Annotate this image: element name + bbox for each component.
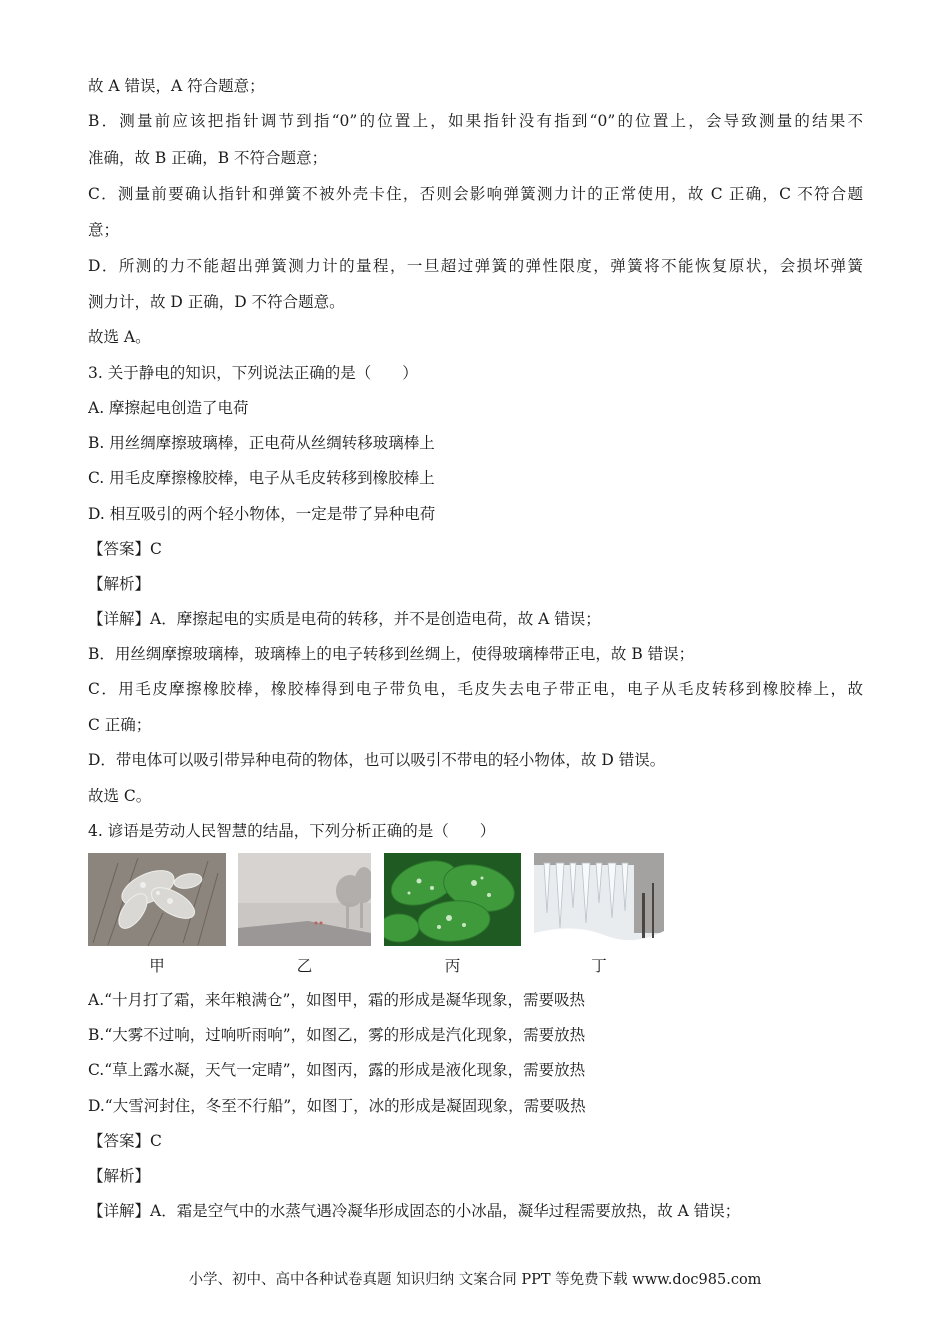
option-a: A. 摩擦起电创造了电荷 bbox=[88, 399, 249, 417]
analysis-label: 【解析】 bbox=[88, 1167, 151, 1185]
text-line: 测力计，故 D 正确，D 不符合题意。 bbox=[88, 293, 345, 311]
text-line: D．带电体可以吸引带异种电荷的物体，也可以吸引不带电的轻小物体，故 D 错误。 bbox=[88, 751, 666, 769]
option-a: A.“十月打了霜，来年粮满仓”，如图甲，霜的形成是凝华现象，需要吸热 bbox=[88, 991, 585, 1009]
text-line: 准确，故 B 正确，B 不符合题意； bbox=[88, 149, 328, 167]
fog-road-photo-icon bbox=[238, 853, 371, 946]
text-line: B．测量前应该把指针调节到指“0”的位置上，如果指针没有指到“0”的位置上，会导致测量的结果不 bbox=[88, 112, 863, 130]
text-line: 【详解】A．霜是空气中的水蒸气遇冷凝华形成固态的小冰晶，凝华过程需要放热，故 A 错误； bbox=[88, 1202, 741, 1220]
text-line: B．用丝绸摩擦玻璃棒，玻璃棒上的电子转移到丝绸上，使得玻璃棒带正电，故 B 错误； bbox=[88, 645, 695, 663]
text-line: D．所测的力不能超出弹簧测力计的量程，一旦超过弹簧的弹性限度，弹簧将不能恢复原状，会损坏弹簧 bbox=[88, 257, 863, 275]
frost-leaves-photo-icon bbox=[88, 853, 226, 946]
text-line: C 正确； bbox=[88, 716, 152, 734]
text-line: C．测量前要确认指针和弹簧不被外壳卡住，否则会影响弹簧测力计的正常使用，故 C 正确，C 不符合题 bbox=[88, 185, 863, 203]
figure-row bbox=[88, 853, 678, 977]
page-footer: 小学、初中、高中各种试卷真题 知识归纳 文案合同 PPT 等免费下载 www.doc985.com bbox=[188, 1272, 762, 1288]
figure-ding bbox=[534, 853, 664, 975]
option-d: D. 相互吸引的两个轻小物体，一定是带了异种电荷 bbox=[88, 505, 436, 523]
figure-caption: 乙 bbox=[296, 957, 313, 975]
dew-leaves-photo-icon bbox=[384, 853, 521, 946]
figure-jia bbox=[88, 853, 226, 975]
option-b: B.“大雾不过响，过响听雨响”，如图乙，雾的形成是汽化现象，需要放热 bbox=[88, 1026, 586, 1044]
icicles-photo-icon bbox=[534, 853, 664, 946]
option-d: D.“大雪河封住，冬至不行船”，如图丁，冰的形成是凝固现象，需要吸热 bbox=[88, 1097, 586, 1115]
answer-label: 【答案】C bbox=[88, 1132, 162, 1150]
text-line: 【详解】A．摩擦起电的实质是电荷的转移，并不是创造电荷，故 A 错误； bbox=[88, 610, 601, 628]
figure-caption: 甲 bbox=[149, 957, 165, 975]
option-b: B. 用丝绸摩擦玻璃棒，正电荷从丝绸转移玻璃棒上 bbox=[88, 434, 435, 452]
figure-caption: 丙 bbox=[444, 957, 461, 975]
figure-caption: 丁 bbox=[591, 957, 607, 975]
text-line: 故选 C。 bbox=[88, 787, 152, 805]
figure-yi bbox=[238, 853, 371, 975]
text-line: 故 A 错误，A 符合题意； bbox=[88, 77, 265, 95]
question-3-stem: 3. 关于静电的知识，下列说法正确的是（ ） bbox=[88, 364, 418, 382]
text-line: 意； bbox=[88, 221, 120, 239]
answer-label: 【答案】C bbox=[88, 540, 162, 558]
option-c: C.“草上露水凝，天气一定晴”，如图丙，露的形成是液化现象，需要放热 bbox=[88, 1061, 586, 1079]
text-line: 故选 A。 bbox=[88, 328, 151, 346]
question-4-stem: 4. 谚语是劳动人民智慧的结晶，下列分析正确的是（ ） bbox=[88, 822, 496, 840]
text-line: C．用毛皮摩擦橡胶棒，橡胶棒得到电子带负电，毛皮失去电子带正电，电子从毛皮转移到橡胶棒上，故 bbox=[88, 680, 863, 698]
analysis-label: 【解析】 bbox=[88, 575, 151, 593]
figure-bing bbox=[384, 853, 521, 975]
option-c: C. 用毛皮摩擦橡胶棒，电子从毛皮转移到橡胶棒上 bbox=[88, 469, 435, 487]
